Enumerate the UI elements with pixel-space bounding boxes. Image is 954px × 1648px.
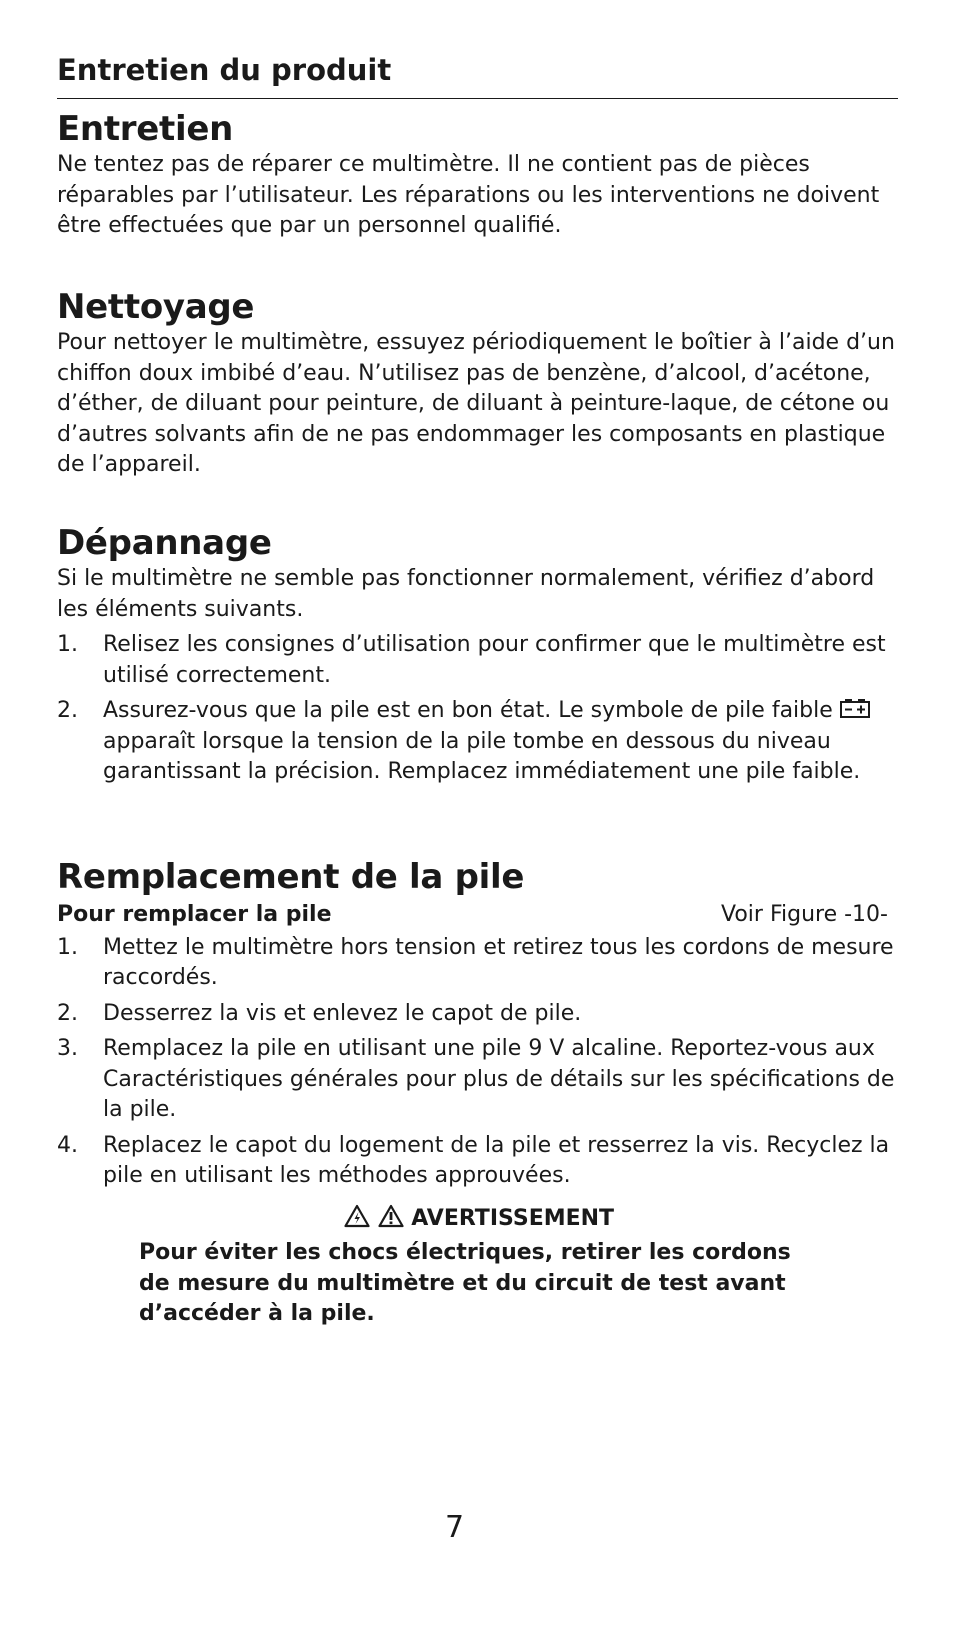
section-title-remplacement: Remplacement de la pile bbox=[57, 857, 525, 897]
warning-title bbox=[139, 1204, 819, 1234]
section-entretien bbox=[57, 108, 898, 242]
section-title-nettoyage: Nettoyage bbox=[57, 287, 255, 327]
warning-box bbox=[139, 1204, 819, 1330]
remplacement-list bbox=[57, 933, 898, 1192]
list-item bbox=[57, 999, 898, 1030]
figure-reference: Voir Figure -10- bbox=[721, 902, 888, 927]
section-title-entretien: Entretien bbox=[57, 109, 233, 149]
list-item bbox=[57, 630, 898, 691]
section-intro-depannage: Si le multimètre ne semble pas fonctionner normalement, vérifiez d’abord les éléments suivants. bbox=[57, 566, 875, 622]
section-depannage bbox=[57, 522, 898, 793]
subhead-row bbox=[57, 900, 898, 931]
list-item-number: 1. bbox=[57, 934, 78, 960]
subhead-label: Pour remplacer la pile bbox=[57, 902, 332, 927]
manual-page bbox=[57, 0, 898, 1648]
list-item-number: 4. bbox=[57, 1132, 78, 1158]
running-header: Entretien du produit bbox=[57, 52, 898, 99]
list-item-text: Mettez le multimètre hors tension et retirez tous les cordons de mesure raccordés. bbox=[103, 934, 894, 990]
warning-text: Pour éviter les chocs électriques, retirer les cordons de mesure du multimètre et du circuit de test avant d’accéder à la pile. bbox=[139, 1240, 791, 1326]
electric-shock-warning-icon bbox=[344, 1206, 378, 1231]
list-item-text: Desserrez la vis et enlevez le capot de pile. bbox=[103, 1000, 582, 1026]
list-item-number: 2. bbox=[57, 698, 78, 723]
section-body-nettoyage: Pour nettoyer le multimètre, essuyez périodiquement le boîtier à l’aide d’un chiffon doux imbibé d’eau. N’utilisez pas de benzène, d’alcool, d’acétone, d’éther, de diluant pour peinture, de diluant à peinture-laque, de cétone ou d’autres solvants afin de ne pas endommager les composants en plastique de l’appareil. bbox=[57, 330, 895, 477]
list-item bbox=[57, 1131, 898, 1192]
section-remplacement bbox=[57, 856, 898, 1197]
list-item-text-after-icon: apparaît lorsque la tension de la pile tombe en dessous du niveau garantissant la précision. Remplacez immédiatement une pile faible. bbox=[103, 728, 861, 784]
depannage-list bbox=[57, 630, 898, 788]
list-item bbox=[57, 696, 898, 788]
list-item-number: 2. bbox=[57, 1000, 78, 1026]
battery-low-icon bbox=[840, 698, 870, 718]
page-number: 7 bbox=[444, 1510, 465, 1545]
section-title-depannage: Dépannage bbox=[57, 523, 272, 563]
list-item bbox=[57, 933, 898, 994]
section-body-entretien: Ne tentez pas de réparer ce multimètre. Il ne contient pas de pièces réparables par l’utilisateur. Les réparations ou les interventions ne doivent être effectuées que par un personnel qualifié. bbox=[57, 152, 880, 238]
list-item-text-before-icon: Assurez-vous que la pile est en bon état. Le symbole de pile faible bbox=[103, 698, 833, 723]
warning-title-text: AVERTISSEMENT bbox=[411, 1206, 615, 1231]
section-nettoyage bbox=[57, 286, 898, 481]
list-item bbox=[57, 1034, 898, 1126]
list-item-number: 1. bbox=[57, 632, 78, 657]
caution-icon bbox=[378, 1206, 412, 1231]
list-item-text: Remplacez la pile en utilisant une pile 9 V alcaline. Reportez-vous aux Caractéristiques générales pour plus de détails sur les spécifications de la pile. bbox=[103, 1036, 895, 1122]
list-item-text: Relisez les consignes d’utilisation pour confirmer que le multimètre est utilisé correctement. bbox=[103, 632, 886, 688]
list-item-number: 3. bbox=[57, 1036, 78, 1061]
list-item-text: Replacez le capot du logement de la pile et resserrez la vis. Recyclez la pile en utilisant les méthodes approuvées. bbox=[103, 1132, 890, 1188]
